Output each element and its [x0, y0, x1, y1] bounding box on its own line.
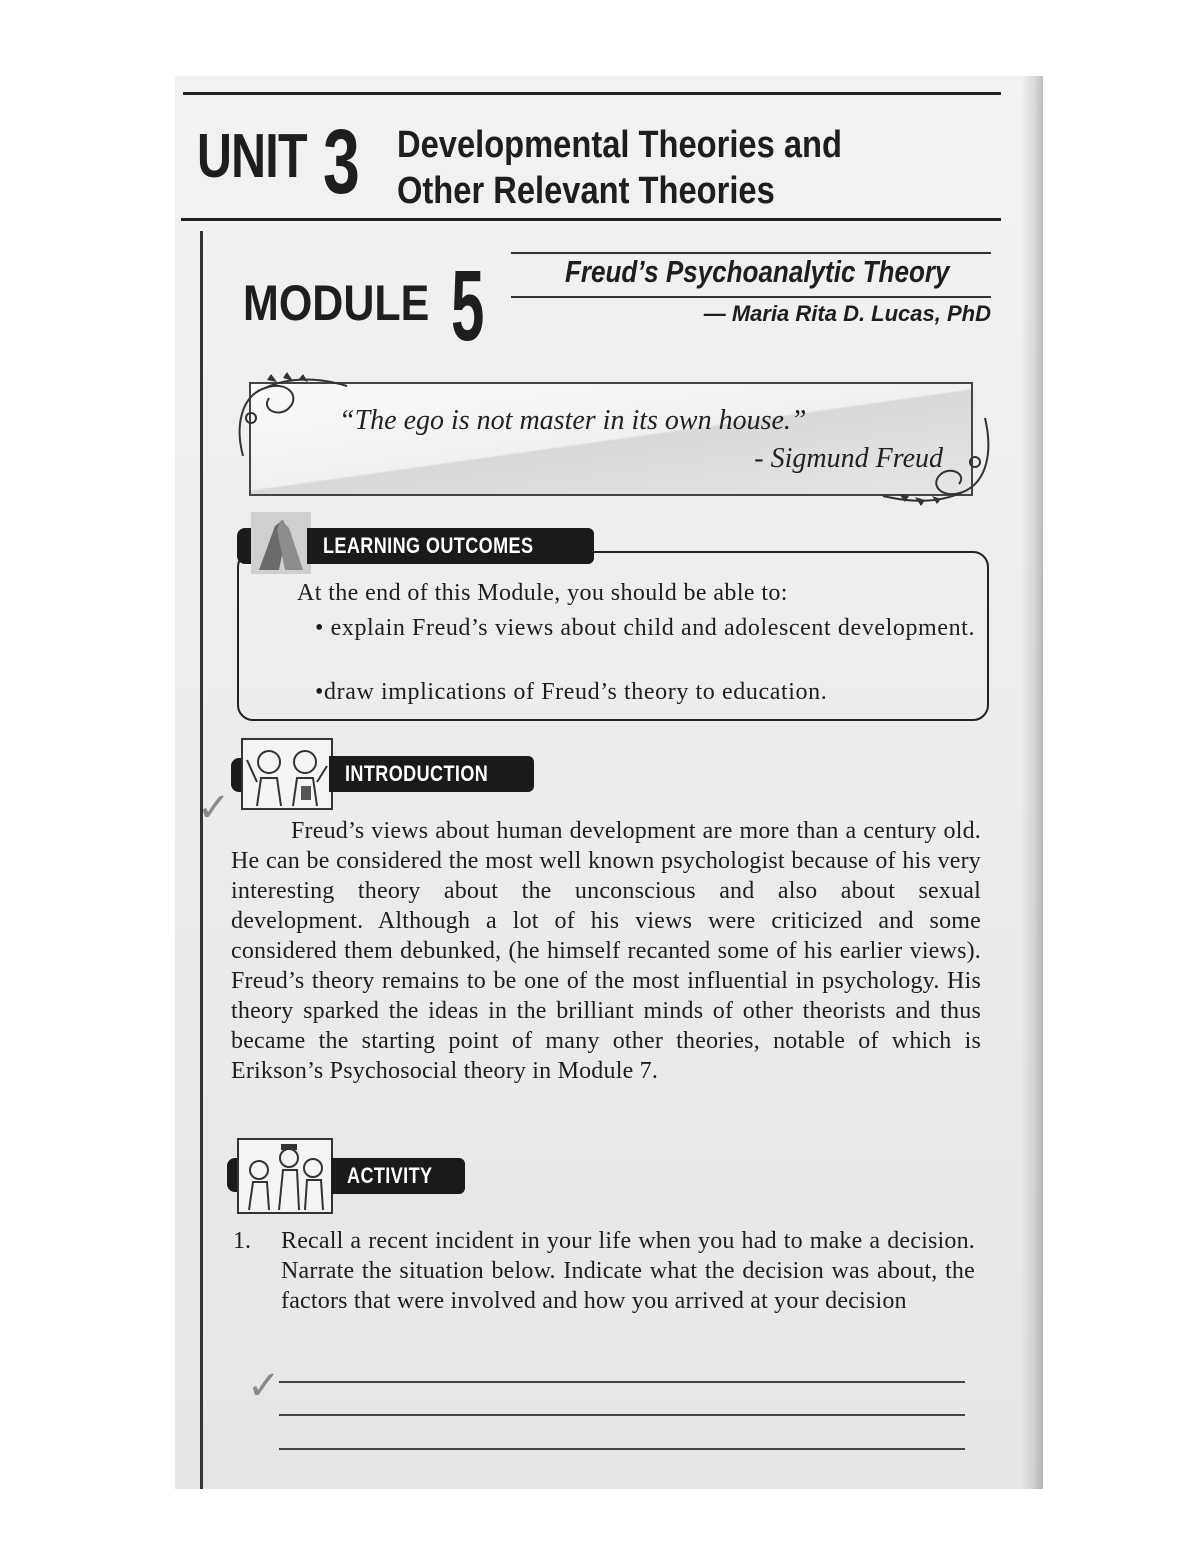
- module-line-bottom: [511, 296, 991, 298]
- quote-attribution: - Sigmund Freud: [754, 443, 943, 474]
- checkmark-icon: ✓: [197, 785, 231, 831]
- cartoon-people-icon: [241, 738, 333, 810]
- answer-line-2[interactable]: [279, 1414, 965, 1416]
- page-edge-shadow: [1021, 76, 1043, 1489]
- outcomes-lead: At the end of this Module, you should be able to:: [297, 580, 788, 606]
- top-rule: [183, 92, 1001, 95]
- learning-outcomes-heading: LEARNING OUTCOMES: [307, 528, 594, 564]
- textbook-page: [175, 76, 1043, 1489]
- introduction-paragraph: Freud’s views about human development are more than a century old. He can be considered the most well known psychologist because of his very interesting theory about the unconscious and also about sexual development. Although a lot of his views were criticized and some considered them debunked, (he himself recanted some of his earlier views). Freud’s theory remains to be one of the most influential in psychology. His theory sparked the ideas in the brilliant minds of other theorists and thus became the starting point of many other theories, notable of which is Erikson’s Psychosocial theory in Module 7.: [231, 818, 981, 1084]
- raised-hands-icon: [251, 512, 311, 574]
- unit-label: UNIT: [197, 122, 307, 191]
- left-margin-rule: [200, 231, 203, 1489]
- unit-bottom-rule: [181, 218, 1001, 221]
- checkmark-icon: ✓: [247, 1363, 281, 1409]
- cartoon-group-icon: [237, 1138, 333, 1214]
- flourish-top-left-icon: [231, 366, 351, 466]
- activity-heading: ACTIVITY: [331, 1158, 465, 1194]
- module-number: 5: [451, 250, 485, 362]
- unit-title-line1: Developmental Theories and: [397, 124, 842, 166]
- introduction-heading: INTRODUCTION: [329, 756, 534, 792]
- unit-number: 3: [323, 111, 360, 213]
- quote-text: “The ego is not master in its own house.”: [339, 405, 807, 436]
- flourish-bottom-right-icon: [875, 412, 995, 522]
- unit-title-line2: Other Relevant Theories: [397, 170, 775, 212]
- quote-box: [249, 382, 973, 496]
- unit-title: [397, 122, 842, 214]
- activity-item-number: 1.: [233, 1228, 251, 1254]
- module-label: MODULE: [243, 275, 430, 331]
- outcome-item-1: • explain Freud’s views about child and adolescent development.: [315, 615, 976, 641]
- module-title: Freud’s Psychoanalytic Theory: [565, 254, 950, 289]
- answer-line-1[interactable]: [279, 1381, 965, 1383]
- module-author: — Maria Rita D. Lucas, PhD: [703, 301, 991, 326]
- outcome-item-2: •draw implications of Freud’s theory to education.: [315, 679, 828, 705]
- learning-outcomes-box: [237, 551, 989, 721]
- answer-line-3[interactable]: [279, 1448, 965, 1450]
- activity-item-text: Recall a recent incident in your life when you had to make a decision. Narrate the situation below. Indicate what the decision was about, the factors that were involved and how you arrived at your decision: [281, 1228, 975, 1314]
